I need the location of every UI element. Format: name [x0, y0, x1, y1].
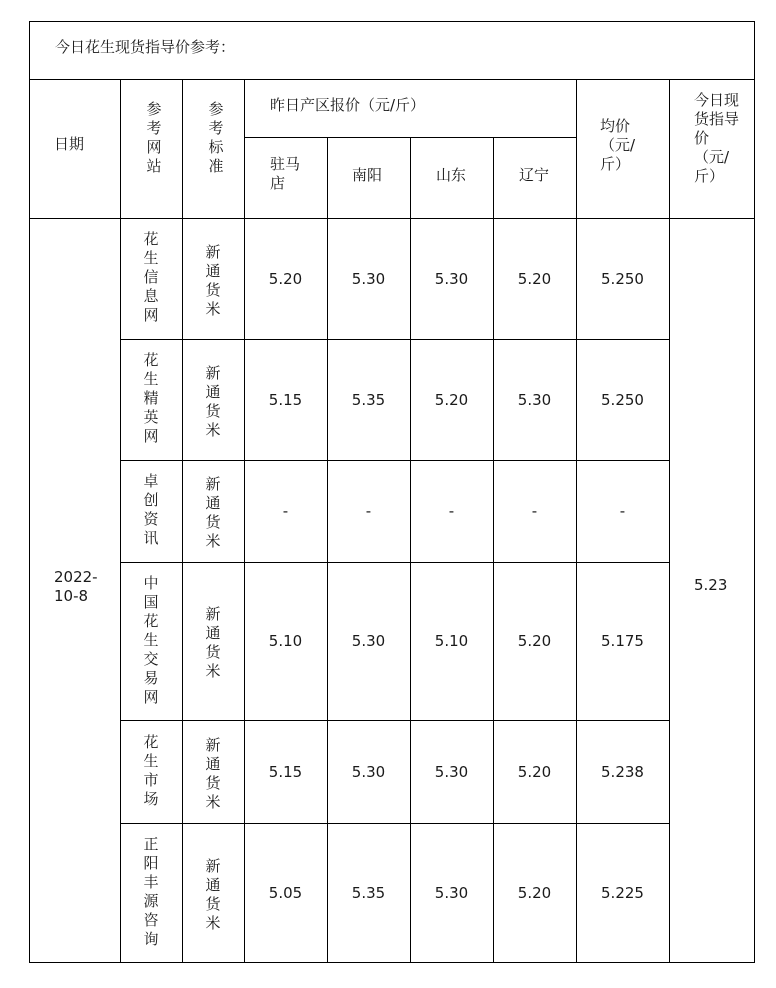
row-site: 正 阳 丰 源 咨 询 — [143, 835, 159, 948]
price-avg: 5.250 — [601, 391, 644, 409]
row-standard: 新 通 货 米 — [205, 605, 221, 680]
price-liaoning: 5.20 — [517, 270, 552, 288]
price-avg: 5.238 — [601, 763, 644, 781]
header-yesterday-group: 昨日产区报价（元/斤） — [270, 96, 426, 114]
price-nanyang: 5.35 — [351, 391, 386, 409]
price-zhumadian: 5.05 — [268, 884, 303, 902]
header-standard: 参 考 标 准 — [208, 100, 224, 175]
table-title: 今日花生现货指导价参考： — [55, 38, 236, 56]
table-rule — [244, 79, 245, 963]
table-rule — [29, 962, 755, 963]
row-site: 中 国 花 生 交 易 网 — [143, 574, 159, 706]
table-rule — [120, 562, 670, 563]
price-shandong: 5.30 — [434, 763, 469, 781]
row-standard: 新 通 货 米 — [205, 475, 221, 550]
header-date: 日期 — [54, 135, 85, 153]
table-rule — [410, 137, 411, 963]
price-zhumadian: 5.15 — [268, 763, 303, 781]
header-today-guide: 今日现货指导价（元/斤） — [694, 91, 740, 185]
table-rule — [120, 823, 670, 824]
price-liaoning: 5.20 — [517, 632, 552, 650]
price-zhumadian: 5.10 — [268, 632, 303, 650]
row-site: 卓 创 资 讯 — [143, 472, 159, 547]
table-rule — [576, 79, 577, 963]
price-shandong: 5.20 — [434, 391, 469, 409]
header-region-zhumadian: 驻马店 — [270, 155, 301, 192]
price-zhumadian: - — [282, 502, 289, 520]
header-region-shandong: 山东 — [436, 166, 467, 184]
row-standard: 新 通 货 米 — [205, 736, 221, 811]
row-standard: 新 通 货 米 — [205, 243, 221, 318]
header-region-nanyang: 南阳 — [352, 166, 383, 184]
row-site: 花 生 市 场 — [143, 733, 159, 808]
price-avg: 5.175 — [601, 632, 644, 650]
price-avg: 5.250 — [601, 270, 644, 288]
price-nanyang: 5.30 — [351, 632, 386, 650]
header-region-liaoning: 辽宁 — [519, 166, 550, 184]
row-standard: 新 通 货 米 — [205, 364, 221, 439]
price-shandong: 5.30 — [434, 884, 469, 902]
price-shandong: 5.10 — [434, 632, 469, 650]
price-shandong: - — [448, 502, 455, 520]
price-liaoning: 5.20 — [517, 763, 552, 781]
table-rule — [29, 79, 755, 80]
today-guide-value: 5.23 — [694, 576, 728, 594]
row-standard: 新 通 货 米 — [205, 857, 221, 932]
price-zhumadian: 5.20 — [268, 270, 303, 288]
row-site: 花 生 精 英 网 — [143, 351, 159, 445]
header-site: 参 考 网 站 — [146, 100, 162, 175]
price-avg: 5.225 — [601, 884, 644, 902]
price-zhumadian: 5.15 — [268, 391, 303, 409]
price-nanyang: 5.30 — [351, 763, 386, 781]
price-avg: - — [619, 502, 626, 520]
table-rule — [493, 137, 494, 963]
table-rule — [754, 21, 755, 963]
header-avg: 均价（元/斤） — [600, 117, 636, 173]
price-nanyang: 5.35 — [351, 884, 386, 902]
table-rule — [120, 339, 670, 340]
table-rule — [327, 137, 328, 963]
price-liaoning: 5.20 — [517, 884, 552, 902]
date-value: 2022-10-8 — [54, 568, 98, 605]
table-rule — [669, 79, 670, 963]
table-rule — [29, 21, 30, 963]
table-rule — [29, 218, 755, 219]
price-liaoning: 5.30 — [517, 391, 552, 409]
table-rule — [120, 460, 670, 461]
row-site: 花 生 信 息 网 — [143, 230, 159, 324]
table-rule — [120, 720, 670, 721]
table-rule — [29, 21, 755, 22]
price-nanyang: - — [365, 502, 372, 520]
price-nanyang: 5.30 — [351, 270, 386, 288]
price-liaoning: - — [531, 502, 538, 520]
price-shandong: 5.30 — [434, 270, 469, 288]
